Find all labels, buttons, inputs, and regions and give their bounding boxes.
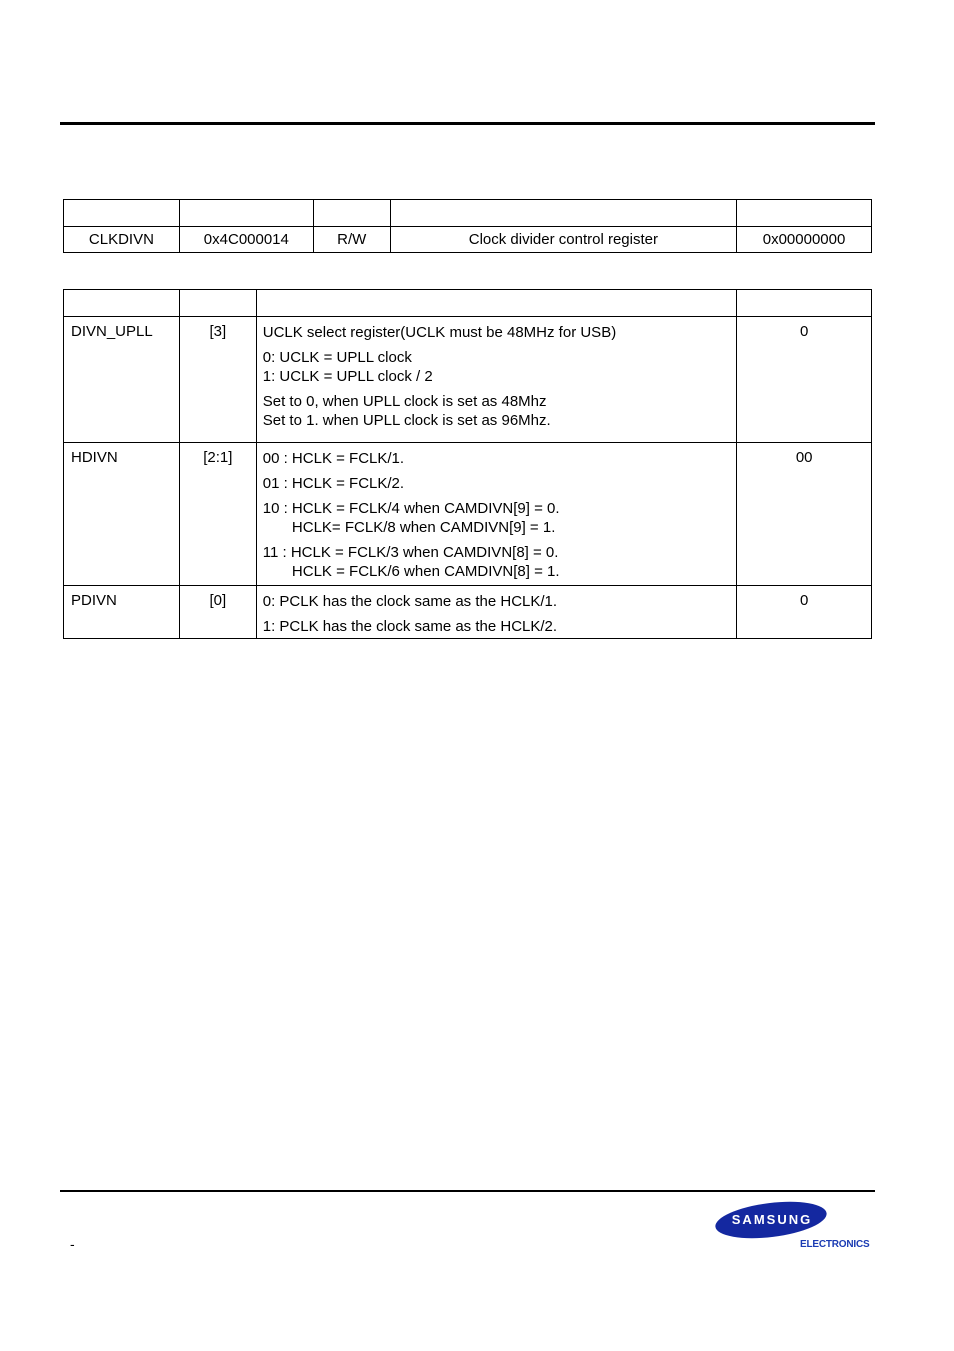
register-rw: R/W [313,227,390,253]
header-cell [179,290,256,317]
field-initial: 0 [737,317,872,443]
header-rule [60,122,875,125]
page-marker: - [70,1236,75,1252]
field-name: DIVN_UPLL [64,317,180,443]
field-name: HDIVN [64,443,180,586]
logo-subtitle: ELECTRONICS [800,1239,870,1250]
field-description [256,586,737,639]
field-name: PDIVN [64,586,180,639]
header-cell [64,200,180,227]
desc-line: 11 : HCLK = FCLK/3 when CAMDIVN[8] = 0. [262,544,559,561]
field-bit: [3] [179,317,256,443]
field-bit: [0] [179,586,256,639]
table-row [64,586,872,639]
header-cell [179,200,313,227]
table-row [64,227,872,253]
footer-rule [60,1190,875,1192]
bit-field-table [63,289,872,639]
desc-line: 0: PCLK has the clock same as the HCLK/1. [262,593,558,610]
field-initial: 00 [737,443,872,586]
desc-line: Set to 1. when UPLL clock is set as 96Mhz. [262,412,551,429]
desc-line: 1: UCLK = UPLL clock / 2 [262,368,433,385]
register-table [63,199,872,253]
header-cell [313,200,390,227]
table-row [64,443,872,586]
field-initial: 0 [737,586,872,639]
table-row [64,317,872,443]
desc-line: 0: UCLK = UPLL clock [262,349,412,366]
register-table-header [64,200,872,227]
header-cell [64,290,180,317]
field-bit: [2:1] [179,443,256,586]
bit-table-header [64,290,872,317]
field-description [256,317,737,443]
desc-line: HCLK = FCLK/6 when CAMDIVN[8] = 1. [262,563,560,580]
header-cell [390,200,736,227]
logo-text: SAMSUNG [731,1212,813,1227]
register-address: 0x4C000014 [179,227,313,253]
desc-line: UCLK select register(UCLK must be 48MHz for USB) [262,324,617,341]
header-cell [737,200,872,227]
header-cell [737,290,872,317]
desc-line: Set to 0, when UPLL clock is set as 48Mhz [262,393,547,410]
samsung-logo [714,1200,830,1240]
field-description [256,443,737,586]
desc-line: 10 : HCLK = FCLK/4 when CAMDIVN[9] = 0. [262,500,560,517]
register-description: Clock divider control register [390,227,736,253]
register-reset-value: 0x00000000 [737,227,872,253]
desc-line: 01 : HCLK = FCLK/2. [262,475,405,492]
desc-line: 00 : HCLK = FCLK/1. [262,450,405,467]
register-name: CLKDIVN [64,227,180,253]
desc-line: 1: PCLK has the clock same as the HCLK/2. [262,618,558,635]
header-cell [256,290,737,317]
desc-line: HCLK= FCLK/8 when CAMDIVN[9] = 1. [262,519,556,536]
